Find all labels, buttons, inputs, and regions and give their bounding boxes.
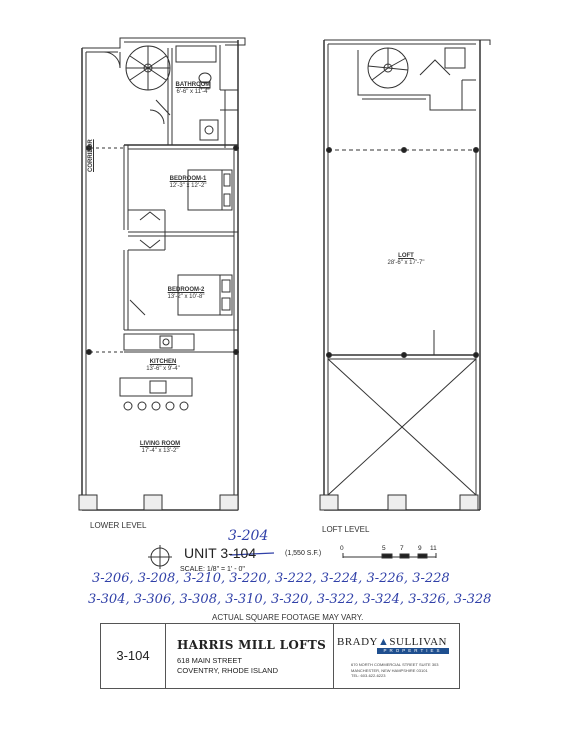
- project-street: 618 MAIN STREET: [177, 656, 243, 665]
- title-block: [100, 623, 460, 689]
- bathroom-label: [168, 82, 218, 96]
- title-divider: [333, 624, 334, 688]
- scale-text: SCALE: 1/8" = 1' - 0": [180, 566, 245, 573]
- loft-level-caption: LOFT LEVEL: [322, 525, 370, 534]
- lower-level-caption: LOWER LEVEL: [90, 521, 147, 530]
- struck-unit-number: 3-104: [220, 545, 257, 561]
- scale-tick: 0: [340, 545, 344, 552]
- company-word2: SULLIVAN: [389, 636, 447, 648]
- company-sub: PROPERTIES: [377, 648, 449, 654]
- handwritten-unit-number: 3-204: [228, 528, 269, 544]
- bedroom2-label: [158, 287, 214, 301]
- loft-label: [378, 253, 434, 267]
- unit-code: 3-104: [116, 648, 150, 663]
- company-phone: TEL: 603-622-6223: [351, 673, 386, 678]
- scale-tick: 9: [418, 545, 422, 552]
- loft-level-plan: [320, 40, 490, 510]
- company-address: [351, 662, 439, 679]
- room-name: LIVING ROOM: [139, 441, 181, 447]
- room-name: BEDROOM-1: [169, 176, 207, 182]
- north-arrow-symbol: [148, 545, 172, 569]
- room-dims: 13'-6" x 9'-4": [146, 365, 180, 372]
- unit-label: [184, 545, 256, 561]
- lower-level-plan: [79, 38, 245, 510]
- room-name: BATHROOM: [175, 82, 211, 88]
- living-room-label: [130, 441, 190, 455]
- company-word1: BRADY: [337, 636, 379, 648]
- company-logo: [337, 636, 455, 654]
- handwritten-units-line1: 3-206, 3-208, 3-210, 3-220, 3-222, 3-224, 3-226, 3-228: [92, 571, 450, 586]
- project-city: COVENTRY, RHODE ISLAND: [177, 666, 278, 675]
- corridor-label: [88, 139, 95, 172]
- room-dims: 6'-6" x 11'-4": [176, 88, 210, 95]
- room-name: CORRIDOR: [88, 139, 94, 172]
- disclaimer-text: ACTUAL SQUARE FOOTAGE MAY VARY.: [212, 613, 364, 622]
- unit-area: (1,550 S.F.): [285, 550, 322, 557]
- kitchen-label: [135, 359, 191, 373]
- scale-tick: 7: [400, 545, 404, 552]
- room-name: BEDROOM-2: [167, 287, 205, 293]
- scale-tick: 5: [382, 545, 386, 552]
- room-dims: 17'-4" x 13'-2": [141, 447, 179, 454]
- project-name: HARRIS MILL LOFTS: [177, 638, 327, 652]
- company-address-line2: MANCHESTER, NEW HAMPSHIRE 03101: [351, 667, 428, 673]
- bedroom1-label: [160, 176, 216, 190]
- room-dims: 13'-2" x 10'-8": [167, 293, 205, 300]
- scale-ticks: [340, 545, 440, 555]
- scale-tick: 11: [430, 545, 437, 552]
- company-address-line1: 670 NORTH COMMERCIAL STREET SUITE 303: [351, 662, 439, 667]
- room-name: KITCHEN: [149, 359, 177, 365]
- room-dims: 28'-6" x 17'-7": [387, 259, 425, 266]
- logo-mark: ▲: [378, 636, 390, 648]
- room-dims: 12'-3" x 12'-2": [169, 182, 207, 189]
- handwritten-units-line2: 3-304, 3-306, 3-308, 3-310, 3-320, 3-322, 3-324, 3-326, 3-328: [88, 592, 492, 607]
- unit-code-cell: [101, 624, 166, 688]
- unit-prefix: UNIT: [184, 545, 217, 561]
- room-name: LOFT: [398, 253, 414, 259]
